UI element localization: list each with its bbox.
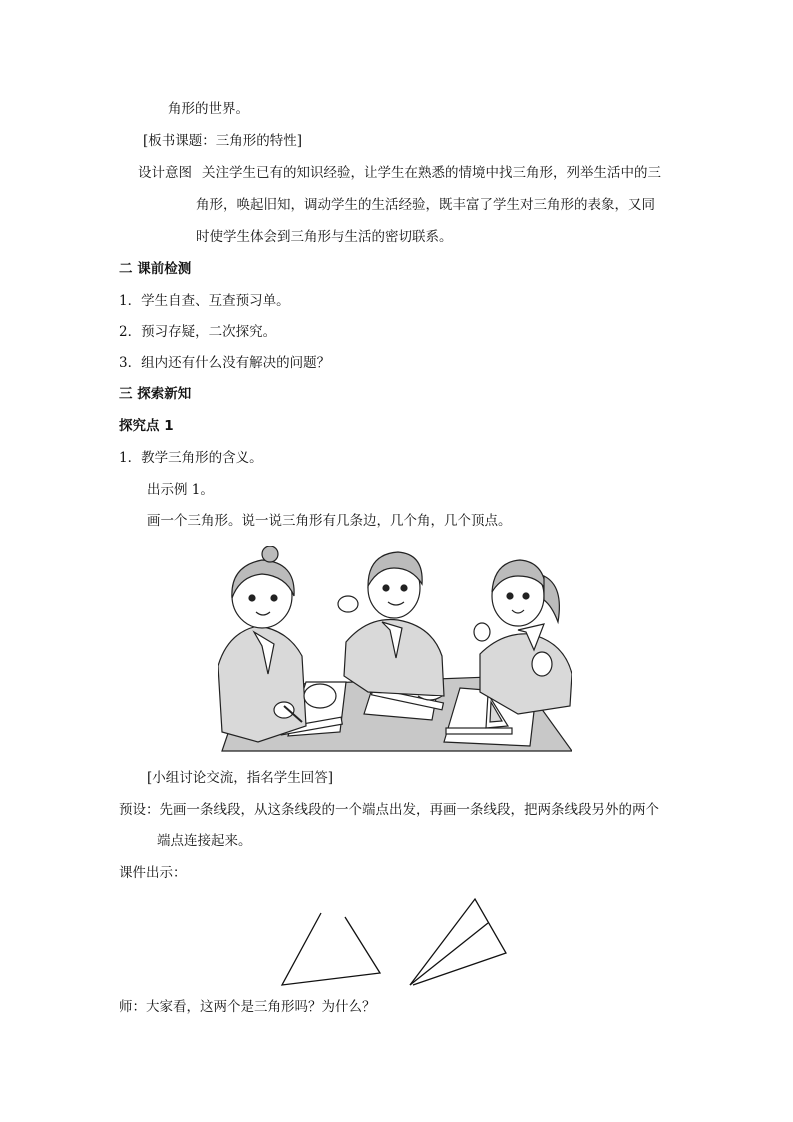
text-line: 出示例 1。 [147, 482, 214, 498]
text-line: 关注学生已有的知识经验，让学生在熟悉的情境中找三角形，列举生活中的三 [202, 165, 661, 181]
section-heading: 二 课前检测 [119, 261, 192, 277]
text-line: 端点连接起来。 [157, 833, 252, 849]
text-line: [小组讨论交流，指名学生回答] [147, 770, 334, 786]
text-line: 角形，唤起旧知，调动学生的生活经验，既丰富了学生对三角形的表象，又同 [196, 197, 655, 213]
subsection-heading: 探究点 1 [119, 418, 174, 434]
incomplete-triangles-figure [270, 893, 520, 993]
text-line: 预设：先画一条线段，从这条线段的一个端点出发，再画一条线段，把两条线段另外的两个 [119, 802, 659, 818]
text-line: 师：大家看，这两个是三角形吗？为什么？ [119, 999, 376, 1015]
list-item: 1．教学三角形的含义。 [119, 450, 263, 466]
section-heading: 三 探索新知 [119, 386, 192, 402]
students-drawing-illustration [218, 546, 572, 752]
list-item: 3．组内还有什么没有解决的问题？ [119, 355, 331, 371]
text-line: 画一个三角形。说一说三角形有几条边，几个角，几个顶点。 [147, 513, 512, 529]
text-line: 时使学生体会到三角形与生活的密切联系。 [196, 229, 453, 245]
design-intent-label: 设计意图 [138, 165, 192, 181]
text-line: 课件出示： [119, 865, 187, 881]
text-line: [板书课题：三角形的特性] [143, 133, 303, 149]
list-item: 1．学生自查、互查预习单。 [119, 293, 290, 309]
list-item: 2．预习存疑，二次探究。 [119, 324, 277, 340]
text-line: 角形的世界。 [168, 101, 249, 117]
